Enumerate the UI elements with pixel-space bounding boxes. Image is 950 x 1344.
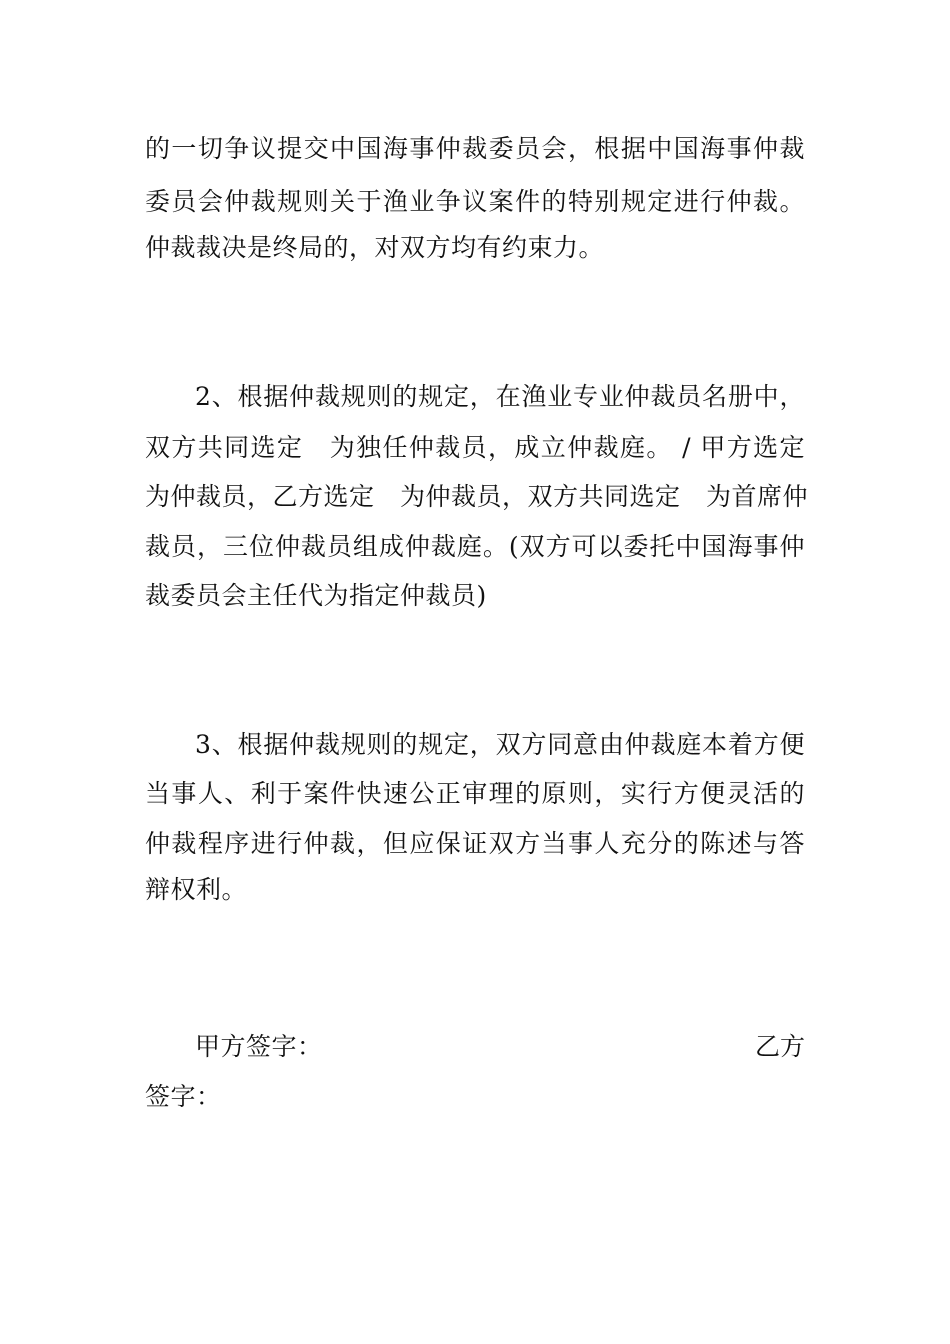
paragraph-line: 裁委员会主任代为指定仲裁员): [145, 581, 487, 610]
paragraph-line: 仲裁程序进行仲裁，但应保证双方当事人充分的陈述与答: [145, 829, 805, 858]
paragraph-line: 双方共同选定 为独任仲裁员，成立仲裁庭。 / 甲方选定: [145, 433, 805, 462]
party-b-signature-label: 乙方: [754, 1032, 805, 1061]
paragraph-line: 3、根据仲裁规则的规定，双方同意由仲裁庭本着方便: [195, 730, 805, 759]
party-b-signature-label-continued: 签字：: [145, 1082, 222, 1111]
paragraph-line: 2、根据仲裁规则的规定，在渔业专业仲裁员名册中，: [195, 382, 805, 411]
paragraph-line: 的一切争议提交中国海事仲裁委员会，根据中国海事仲裁: [145, 134, 805, 163]
party-a-signature-label: 甲方签字：: [195, 1032, 323, 1061]
paragraph-line: 辩权利。: [145, 875, 248, 904]
paragraph-line: 为仲裁员，乙方选定 为仲裁员，双方共同选定 为首席仲: [145, 482, 809, 511]
paragraph-line: 当事人、利于案件快速公正审理的原则，实行方便灵活的: [145, 779, 805, 808]
paragraph-line: 仲裁裁决是终局的，对双方均有约束力。: [145, 233, 605, 262]
paragraph-line: 裁员，三位仲裁员组成仲裁庭。(双方可以委托中国海事仲: [145, 532, 805, 561]
paragraph-line: 委员会仲裁规则关于渔业争议案件的特别规定进行仲裁。: [145, 187, 805, 216]
